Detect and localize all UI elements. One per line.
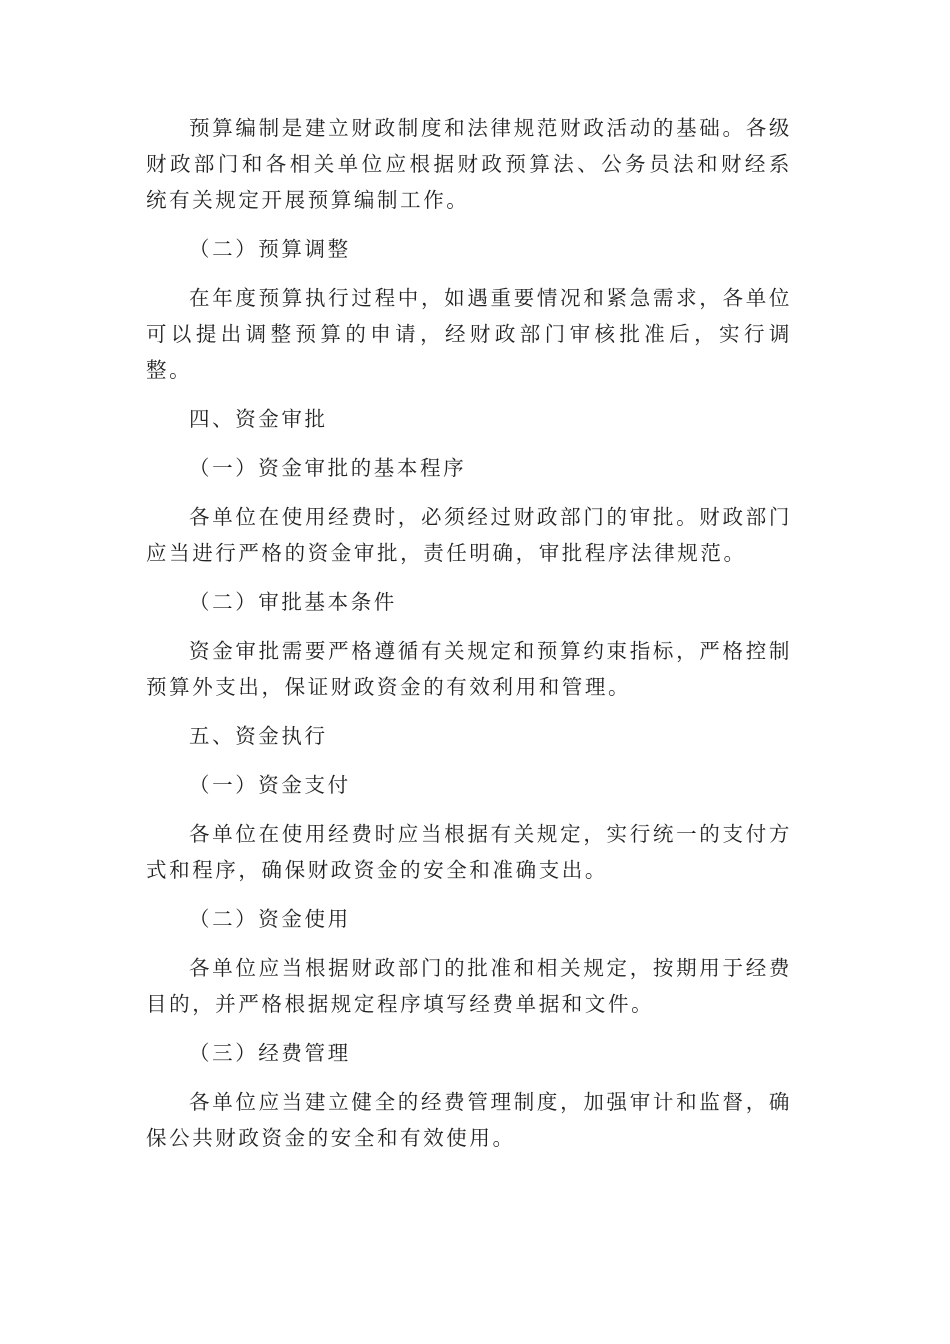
spacer bbox=[146, 1022, 792, 1035]
heading-expense-management: （三）经费管理 bbox=[189, 1041, 351, 1065]
spacer bbox=[146, 267, 792, 280]
spacer bbox=[146, 937, 792, 950]
spacer bbox=[146, 218, 792, 231]
spacer bbox=[146, 571, 792, 584]
spacer bbox=[146, 437, 792, 450]
paragraph-fund-payment: 各单位在使用经费时应当根据有关规定，实行统一的支付方式和程序，确保财政资金的安全和准确支出。 bbox=[146, 822, 792, 882]
heading-approval-procedure: （一）资金审批的基本程序 bbox=[189, 456, 467, 480]
document-page bbox=[146, 110, 792, 1156]
spacer bbox=[146, 803, 792, 816]
spacer bbox=[146, 388, 792, 401]
heading-approval-conditions: （二）审批基本条件 bbox=[189, 590, 397, 614]
heading-fund-approval: 四、资金审批 bbox=[189, 407, 328, 431]
spacer bbox=[146, 620, 792, 633]
spacer bbox=[146, 888, 792, 901]
spacer bbox=[146, 754, 792, 767]
paragraph-expense-management: 各单位应当建立健全的经费管理制度，加强审计和监督，确保公共财政资金的安全和有效使用。 bbox=[146, 1090, 792, 1150]
heading-fund-usage: （二）资金使用 bbox=[189, 907, 351, 931]
spacer bbox=[146, 1071, 792, 1084]
heading-fund-payment: （一）资金支付 bbox=[189, 773, 351, 797]
paragraph-budget-preparation: 预算编制是建立财政制度和法律规范财政活动的基础。各级财政部门和各相关单位应根据财政预算法、公务员法和财经系统有关规定开展预算编制工作。 bbox=[146, 116, 792, 212]
paragraph-budget-adjustment: 在年度预算执行过程中，如遇重要情况和紧急需求，各单位可以提出调整预算的申请，经财政部门审核批准后，实行调整。 bbox=[146, 286, 792, 382]
paragraph-approval-procedure: 各单位在使用经费时，必须经过财政部门的审批。财政部门应当进行严格的资金审批，责任明确，审批程序法律规范。 bbox=[146, 505, 792, 565]
heading-fund-execution: 五、资金执行 bbox=[189, 724, 328, 748]
paragraph-approval-conditions: 资金审批需要严格遵循有关规定和预算约束指标，严格控制预算外支出，保证财政资金的有效利用和管理。 bbox=[146, 639, 792, 699]
heading-budget-adjustment: （二）预算调整 bbox=[189, 237, 351, 261]
spacer bbox=[146, 486, 792, 499]
paragraph-fund-usage: 各单位应当根据财政部门的批准和相关规定，按期用于经费目的，并严格根据规定程序填写经费单据和文件。 bbox=[146, 956, 792, 1016]
spacer bbox=[146, 705, 792, 718]
